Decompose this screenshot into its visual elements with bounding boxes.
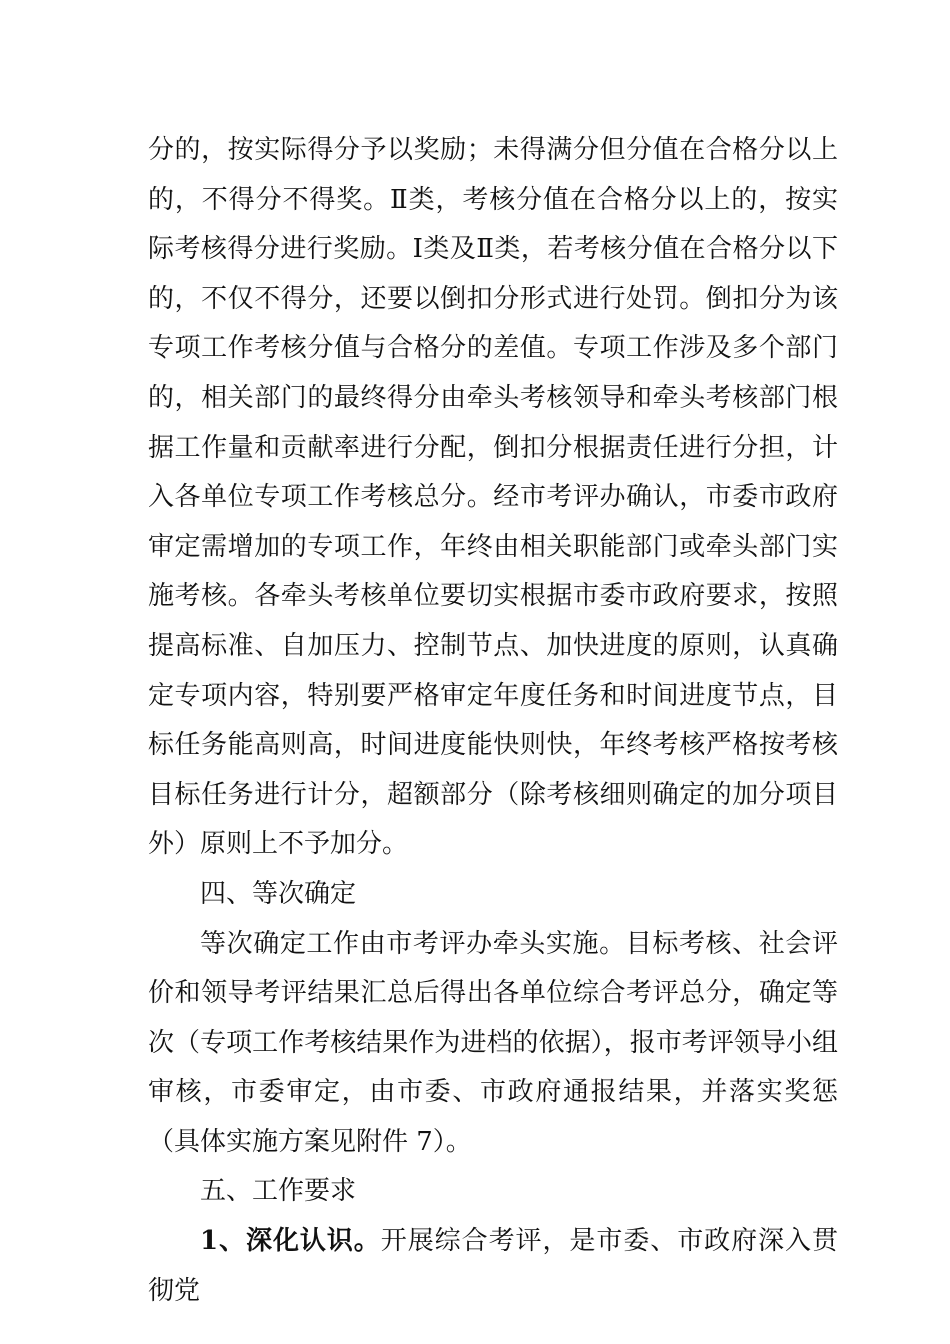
item-1-label: 1、深化认识。 bbox=[200, 1226, 381, 1257]
document-body bbox=[148, 126, 838, 1316]
section-5-heading: 五、工作要求 bbox=[200, 1176, 357, 1207]
item-1-paragraph bbox=[148, 1217, 838, 1316]
paragraph-continuation: 分的，按实际得分予以奖励；未得满分但分值在合格分以上的，不得分不得奖。Ⅱ类，考核分值在合格分以上的，按实际考核得分进行奖励。Ⅰ类及Ⅱ类，若考核分值在合格分以下的，不仅不得分，还要以倒扣分形式进行处罚。倒扣分为该专项工作考核分值与合格分的差值。专项工作涉及多个部门的，相关部门的最终得分由牵头考核领导和牵头考核部门根据工作量和贡献率进行分配，倒扣分根据责任进行分担，计入各单位专项工作考核总分。经市考评办确认，市委市政府审定需增加的专项工作，年终由相关职能部门或牵头部门实施考核。各牵头考核单位要切实根据市委市政府要求，按照提高标准、自加压力、控制节点、加快进度的原则，认真确定专项内容，特别要严格审定年度任务和时间进度节点，目标任务能高则高，时间进度能快则快，年终考核严格按考核目标任务进行计分，超额部分（除考核细则确定的加分项目外）原则上不予加分。 bbox=[148, 135, 838, 860]
item-1-text: 开展综合考评，是市委、市政府深入贯彻党 bbox=[148, 1226, 838, 1306]
section-4-heading: 四、等次确定 bbox=[200, 878, 357, 909]
section-4-body: 等次确定工作由市考评办牵头实施。目标考核、社会评价和领导考评结果汇总后得出各单位综合考评总分，确定等次（专项工作考核结果作为进档的依据），报市考评领导小组审核，市委审定，由市委、市政府通报结果，并落实奖惩（具体实施方案见附件 7）。 bbox=[148, 928, 838, 1157]
